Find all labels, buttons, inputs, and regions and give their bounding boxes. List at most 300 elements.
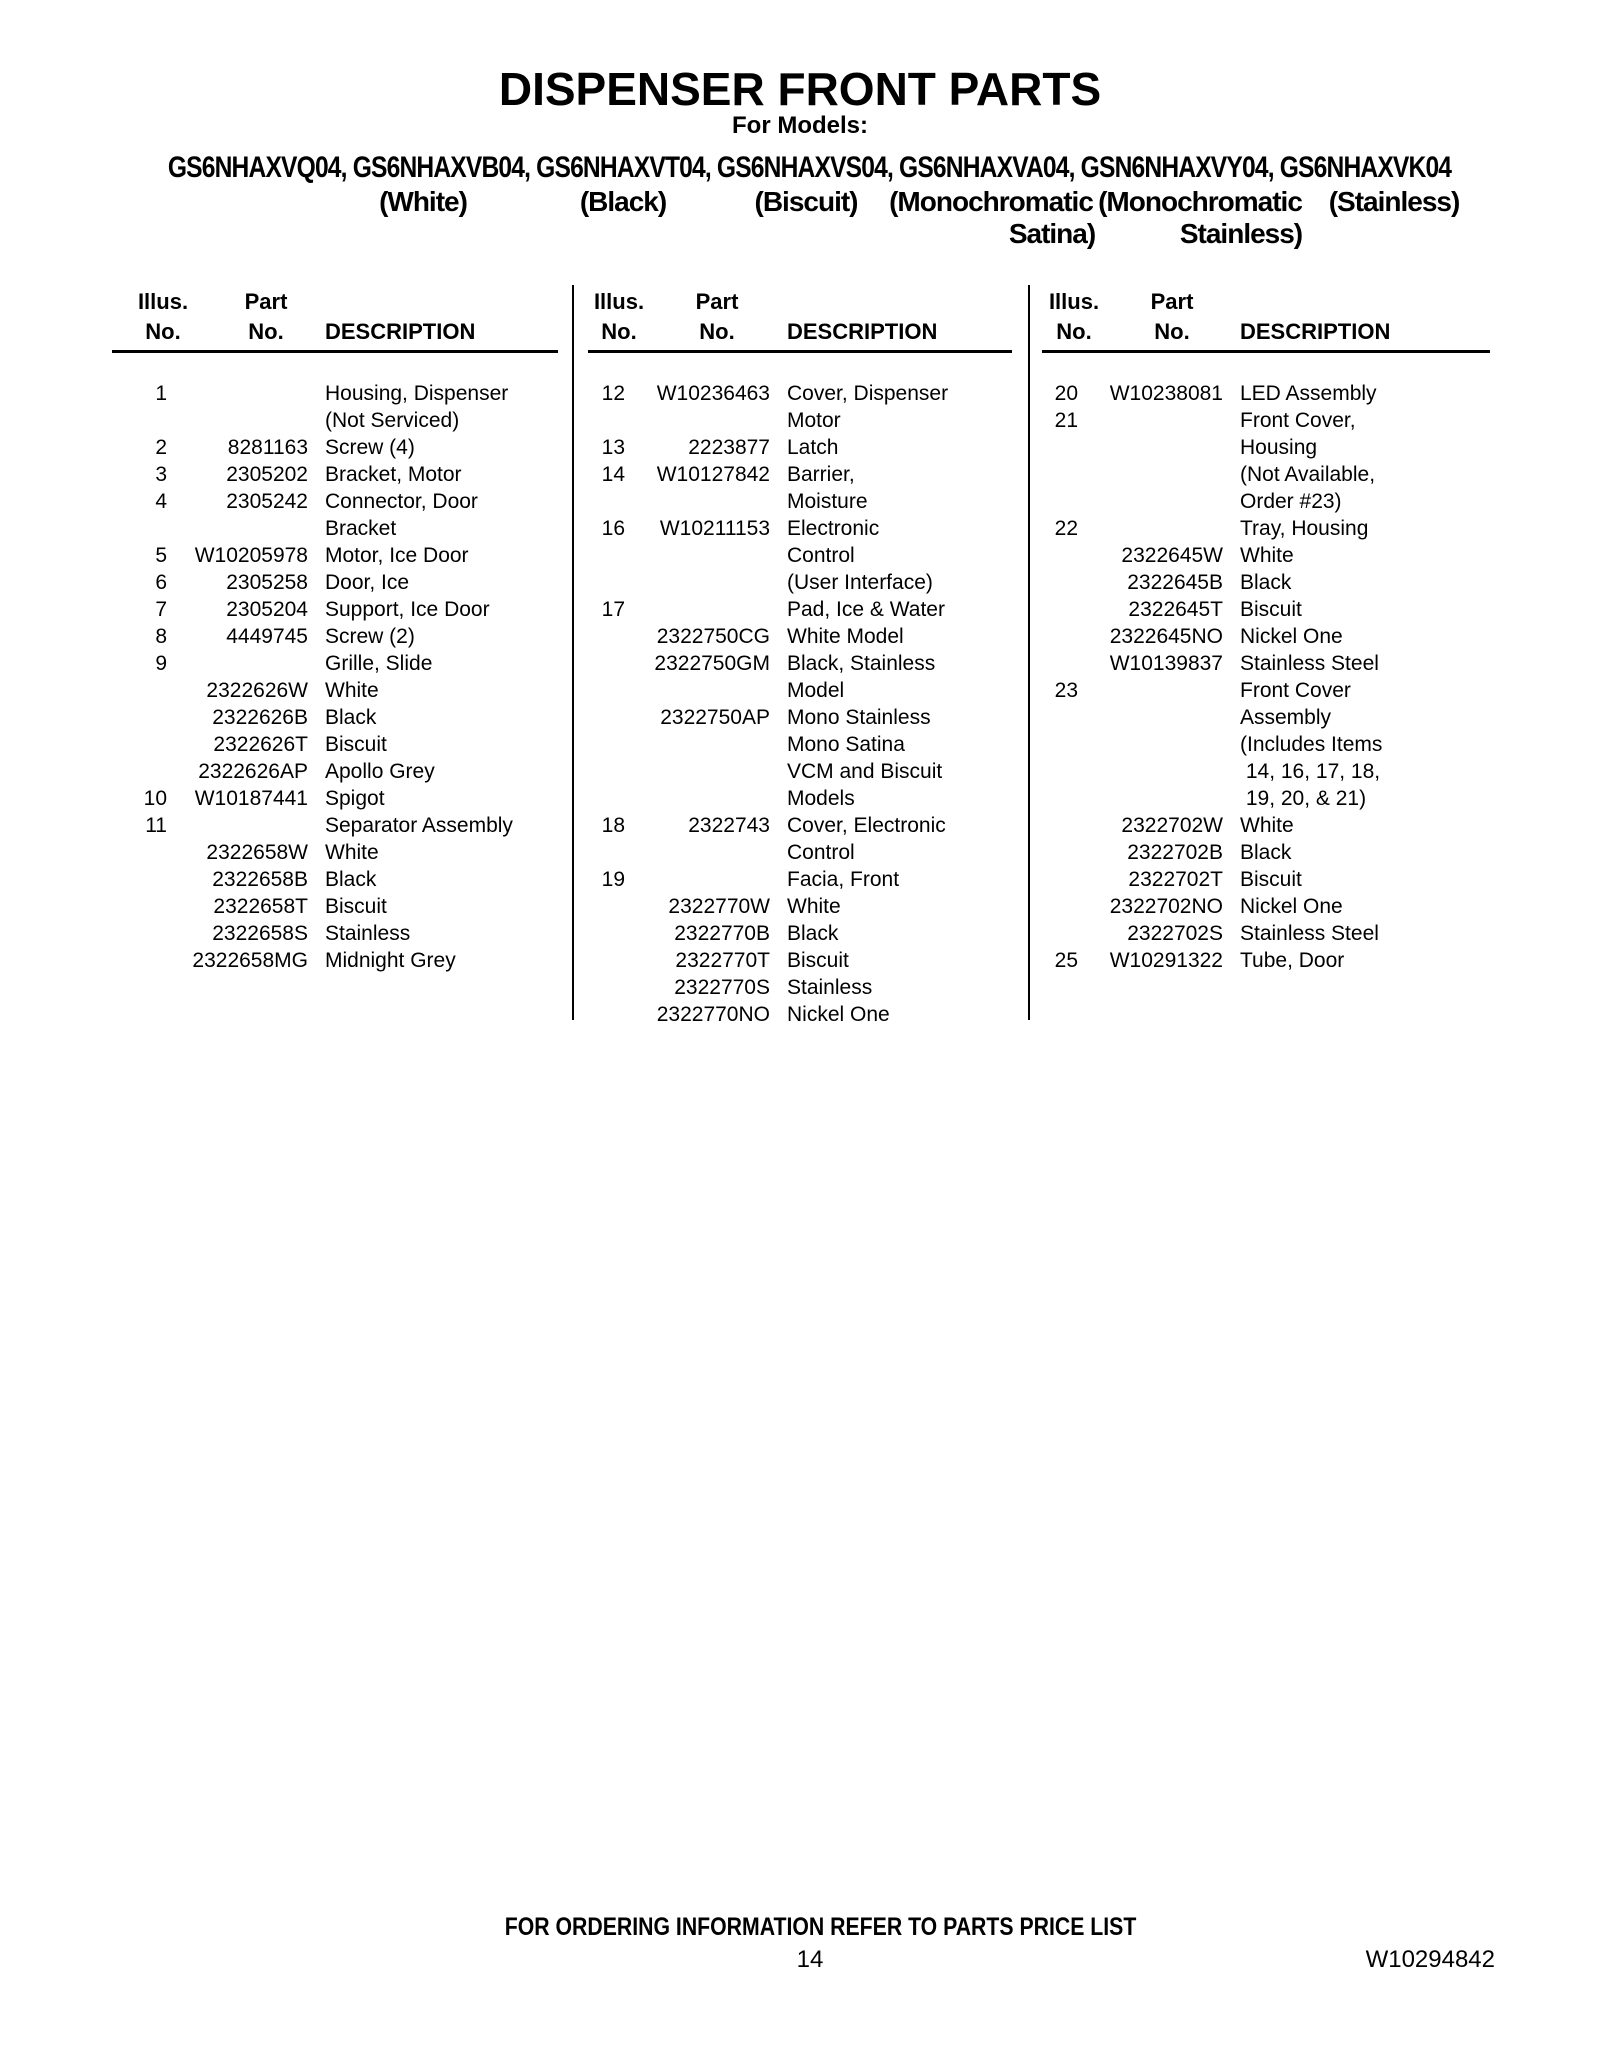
illus-no-cell: 6 xyxy=(155,571,167,594)
illus-no-cell xyxy=(574,974,625,1001)
description-cell: Motor xyxy=(787,409,841,432)
column-header-part: Part xyxy=(244,289,288,314)
illus-no-cell xyxy=(1030,812,1078,839)
document-number: W10294842 xyxy=(1365,1946,1495,1973)
for-models-label: For Models: xyxy=(732,112,868,139)
parts-row xyxy=(574,731,1030,758)
parts-row xyxy=(1030,812,1492,839)
illus-no-cell xyxy=(574,569,625,596)
illus-no-cell xyxy=(100,677,167,704)
illus-no-cell: 22 xyxy=(1054,517,1078,540)
description-cell: Black xyxy=(1240,841,1292,864)
parts-row xyxy=(1030,380,1492,407)
parts-row xyxy=(574,812,1030,839)
illus-no-cell xyxy=(574,650,625,677)
description-cell: Mono Satina xyxy=(787,733,905,756)
part-no-cell: 2322750CG xyxy=(656,625,770,648)
description-cell: Bracket, Motor xyxy=(325,463,462,486)
part-no-cell: 2305202 xyxy=(226,463,308,486)
parts-row xyxy=(574,569,1030,596)
part-no-cell: 2322645B xyxy=(1127,571,1223,594)
description-cell: Order #23) xyxy=(1240,490,1342,513)
header-rule xyxy=(588,350,1012,353)
illus-no-cell xyxy=(100,758,167,785)
parts-row xyxy=(100,407,572,434)
illus-no-cell: 5 xyxy=(155,544,167,567)
part-no-cell: 2322770NO xyxy=(656,1003,770,1026)
part-no-cell xyxy=(167,812,308,839)
column-header-no: No. xyxy=(1154,319,1190,344)
part-no-cell: 8281163 xyxy=(227,436,308,459)
illus-no-cell: 3 xyxy=(155,463,167,486)
illus-no-cell xyxy=(574,623,625,650)
illus-no-cell xyxy=(1030,920,1078,947)
illus-no-cell xyxy=(1030,461,1078,488)
finish-label-biscuit: (Biscuit) xyxy=(754,186,858,217)
description-cell: Model xyxy=(787,679,845,702)
parts-row xyxy=(574,650,1030,677)
description-cell: Door, Ice xyxy=(325,571,410,594)
illus-no-cell xyxy=(1030,866,1078,893)
description-cell: (Not Serviced) xyxy=(325,409,460,432)
parts-row xyxy=(574,596,1030,623)
parts-row xyxy=(100,920,572,947)
description-cell: Control xyxy=(787,841,855,864)
description-cell: Screw (2) xyxy=(325,625,415,648)
illus-no-cell: 17 xyxy=(601,598,625,621)
parts-rows xyxy=(1030,380,1492,974)
illus-no-cell: 18 xyxy=(601,814,625,837)
finish-label-satina-cont: Satina) xyxy=(1008,218,1096,249)
part-no-cell xyxy=(167,650,308,677)
illus-no-cell xyxy=(574,407,625,434)
part-no-cell: 2322626W xyxy=(206,679,308,702)
illus-no-cell xyxy=(1030,893,1078,920)
part-no-cell xyxy=(1078,731,1223,758)
parts-row xyxy=(100,488,572,515)
description-cell: Housing xyxy=(1240,436,1318,459)
illus-no-cell: 14 xyxy=(601,463,625,486)
part-no-cell: 2322702W xyxy=(1121,814,1223,837)
description-cell: LED Assembly xyxy=(1240,382,1377,405)
description-cell: Moisture xyxy=(787,490,868,513)
parts-row xyxy=(100,515,572,542)
description-cell: Housing, Dispenser xyxy=(325,382,509,405)
column-header-illus: Illus. xyxy=(593,289,645,314)
illus-no-cell xyxy=(1030,434,1078,461)
parts-row xyxy=(1030,461,1492,488)
parts-row xyxy=(1030,704,1492,731)
illus-no-cell xyxy=(100,866,167,893)
illus-no-cell xyxy=(100,407,167,434)
part-no-cell xyxy=(625,488,770,515)
description-cell: Tray, Housing xyxy=(1240,517,1369,540)
parts-row xyxy=(1030,407,1492,434)
illus-no-cell: 9 xyxy=(155,652,167,675)
part-no-cell xyxy=(625,569,770,596)
parts-row xyxy=(1030,866,1492,893)
finish-label-stainless: (Stainless) xyxy=(1328,186,1460,217)
description-cell: Nickel One xyxy=(1240,895,1343,918)
description-cell: Biscuit xyxy=(1240,598,1302,621)
description-cell: Black xyxy=(1240,571,1292,594)
part-no-cell: 2322743 xyxy=(688,814,770,837)
description-cell: White xyxy=(787,895,841,918)
illus-no-cell xyxy=(1030,731,1078,758)
illus-no-cell: 4 xyxy=(155,490,167,513)
parts-row xyxy=(1030,596,1492,623)
column-header-description: DESCRIPTION xyxy=(787,319,938,344)
column-header-no: No. xyxy=(248,319,284,344)
part-no-cell: 2322770B xyxy=(674,922,770,945)
part-no-cell: W10187441 xyxy=(194,787,308,810)
description-cell: Pad, Ice & Water xyxy=(787,598,945,621)
illus-no-cell: 13 xyxy=(601,436,625,459)
ordering-note-wrap xyxy=(21,1913,1600,1942)
description-cell: (Includes Items xyxy=(1240,733,1383,756)
part-no-cell: 2322645NO xyxy=(1109,625,1223,648)
parts-row xyxy=(574,839,1030,866)
parts-row xyxy=(100,866,572,893)
parts-row xyxy=(574,704,1030,731)
page-title: DISPENSER FRONT PARTS xyxy=(498,63,1102,115)
parts-row xyxy=(1030,785,1492,812)
parts-rows xyxy=(100,380,572,974)
description-cell: Spigot xyxy=(325,787,385,810)
ordering-note: FOR ORDERING INFORMATION REFER TO PARTS PRICE LIST xyxy=(505,1913,1137,1941)
part-no-cell xyxy=(167,407,308,434)
description-cell: Facia, Front xyxy=(787,868,900,891)
description-cell: (User Interface) xyxy=(787,571,933,594)
description-cell: 19, 20, & 21) xyxy=(1240,787,1367,810)
parts-row xyxy=(100,677,572,704)
parts-row xyxy=(574,893,1030,920)
description-cell: (Not Available, xyxy=(1240,463,1376,486)
illus-no-cell: 7 xyxy=(155,598,167,621)
illus-no-cell xyxy=(100,947,167,974)
parts-row xyxy=(574,920,1030,947)
parts-row xyxy=(1030,677,1492,704)
finish-label-black: (Black) xyxy=(579,186,667,217)
description-cell: White xyxy=(325,841,379,864)
illus-no-cell: 10 xyxy=(143,787,167,810)
part-no-cell xyxy=(625,407,770,434)
finish-label-mono-satina: (Monochromatic xyxy=(889,186,1093,217)
parts-row xyxy=(1030,434,1492,461)
description-cell: White xyxy=(1240,814,1294,837)
parts-row xyxy=(574,407,1030,434)
part-no-cell: W10291322 xyxy=(1109,949,1223,972)
description-cell: Black, Stainless xyxy=(787,652,936,675)
header-rule xyxy=(1042,350,1490,353)
description-cell: Separator Assembly xyxy=(325,814,513,837)
illus-no-cell: 25 xyxy=(1054,949,1078,972)
illus-no-cell xyxy=(1030,488,1078,515)
parts-row xyxy=(100,650,572,677)
part-no-cell: W10205978 xyxy=(194,544,308,567)
part-no-cell xyxy=(625,785,770,812)
part-no-cell: 2322770S xyxy=(674,976,770,999)
part-no-cell: 2223877 xyxy=(688,436,770,459)
part-no-cell: W10236463 xyxy=(656,382,770,405)
column-header-part: Part xyxy=(695,289,739,314)
parts-row xyxy=(574,1001,1030,1028)
parts-row xyxy=(574,542,1030,569)
parts-row xyxy=(100,893,572,920)
description-cell: Stainless Steel xyxy=(1240,922,1379,945)
description-cell: Screw (4) xyxy=(325,436,415,459)
part-no-cell: 2322658W xyxy=(206,841,308,864)
parts-row xyxy=(574,488,1030,515)
column-header-no: No. xyxy=(699,319,735,344)
parts-table-column-1 xyxy=(100,285,572,1020)
illus-no-cell xyxy=(574,704,625,731)
parts-row xyxy=(1030,893,1492,920)
parts-row xyxy=(574,758,1030,785)
parts-row xyxy=(100,704,572,731)
illus-no-cell: 1 xyxy=(155,382,167,405)
column-header-no: No. xyxy=(601,319,637,344)
column-header-no: No. xyxy=(145,319,181,344)
description-cell: Stainless Steel xyxy=(1240,652,1379,675)
part-no-cell xyxy=(1078,488,1223,515)
part-no-cell: 2322702B xyxy=(1127,841,1223,864)
illus-no-cell xyxy=(574,920,625,947)
parts-row xyxy=(574,380,1030,407)
description-cell: Nickel One xyxy=(1240,625,1343,648)
part-no-cell: W10127842 xyxy=(656,463,770,486)
part-no-cell xyxy=(625,542,770,569)
description-cell: Front Cover xyxy=(1240,679,1351,702)
part-no-cell xyxy=(1078,785,1223,812)
parts-row xyxy=(1030,839,1492,866)
description-cell: Biscuit xyxy=(325,733,387,756)
illus-no-cell: 8 xyxy=(155,625,167,648)
part-no-cell: 2322658MG xyxy=(192,949,308,972)
description-cell: Electronic xyxy=(787,517,880,540)
parts-row xyxy=(574,434,1030,461)
parts-row xyxy=(1030,947,1492,974)
illus-no-cell xyxy=(1030,785,1078,812)
part-no-cell xyxy=(625,839,770,866)
parts-row xyxy=(574,785,1030,812)
column-header-illus: Illus. xyxy=(1048,289,1100,314)
illus-no-cell xyxy=(574,488,625,515)
description-cell: Grille, Slide xyxy=(325,652,433,675)
parts-row xyxy=(100,461,572,488)
illus-no-cell xyxy=(574,731,625,758)
description-cell: White Model xyxy=(787,625,904,648)
description-cell: Black xyxy=(325,868,377,891)
description-cell: Connector, Door xyxy=(325,490,478,513)
illus-no-cell xyxy=(1030,758,1078,785)
illus-no-cell xyxy=(574,785,625,812)
description-cell: Tube, Door xyxy=(1240,949,1345,972)
part-no-cell xyxy=(1078,704,1223,731)
part-no-cell xyxy=(1078,677,1223,704)
illus-no-cell xyxy=(574,758,625,785)
description-cell: Control xyxy=(787,544,855,567)
illus-no-cell: 2 xyxy=(155,436,167,459)
finish-label-white: (White) xyxy=(379,186,467,217)
illus-no-cell xyxy=(1030,542,1078,569)
description-cell: Biscuit xyxy=(1240,868,1302,891)
illus-no-cell xyxy=(100,839,167,866)
part-no-cell xyxy=(625,677,770,704)
parts-rows xyxy=(574,380,1030,1028)
part-no-cell: 2322702NO xyxy=(1109,895,1223,918)
column-header-part: Part xyxy=(1150,289,1194,314)
parts-row xyxy=(100,785,572,812)
part-no-cell: 2322702S xyxy=(1127,922,1223,945)
part-no-cell xyxy=(625,731,770,758)
description-cell: Motor, Ice Door xyxy=(325,544,469,567)
parts-row xyxy=(574,623,1030,650)
illus-no-cell xyxy=(100,704,167,731)
parts-table-column-3 xyxy=(1028,285,1492,1020)
illus-no-cell: 11 xyxy=(145,814,167,837)
illus-no-cell xyxy=(574,839,625,866)
illus-no-cell xyxy=(100,920,167,947)
description-cell: Models xyxy=(787,787,855,810)
illus-no-cell xyxy=(100,731,167,758)
description-cell: Stainless xyxy=(787,976,873,999)
parts-row xyxy=(100,758,572,785)
description-cell: Support, Ice Door xyxy=(325,598,490,621)
description-cell: Black xyxy=(325,706,377,729)
part-no-cell xyxy=(167,380,308,407)
description-cell: 14, 16, 17, 18, xyxy=(1240,760,1381,783)
illus-no-cell xyxy=(574,947,625,974)
part-no-cell: W10139837 xyxy=(1109,652,1223,675)
illus-no-cell xyxy=(1030,650,1078,677)
part-no-cell: 2322626T xyxy=(213,733,308,756)
illus-no-cell xyxy=(574,893,625,920)
part-no-cell: 2322702T xyxy=(1128,868,1223,891)
description-cell: Black xyxy=(787,922,839,945)
part-no-cell: 2305258 xyxy=(226,571,308,594)
parts-row xyxy=(1030,569,1492,596)
parts-row xyxy=(100,380,572,407)
part-no-cell xyxy=(1078,461,1223,488)
illus-no-cell xyxy=(574,1001,625,1028)
parts-row xyxy=(1030,542,1492,569)
part-no-cell: W10211153 xyxy=(659,517,770,540)
description-cell: VCM and Biscuit xyxy=(787,760,943,783)
description-cell: Barrier, xyxy=(787,463,855,486)
illus-no-cell: 23 xyxy=(1054,679,1078,702)
illus-no-cell xyxy=(574,542,625,569)
part-no-cell: 2322626B xyxy=(212,706,308,729)
illus-no-cell: 19 xyxy=(601,868,625,891)
description-cell: Stainless xyxy=(325,922,411,945)
illus-no-cell: 21 xyxy=(1054,409,1078,432)
illus-no-cell xyxy=(1030,623,1078,650)
header-rule xyxy=(112,350,558,353)
part-no-cell xyxy=(1078,758,1223,785)
part-no-cell: 2322626AP xyxy=(198,760,308,783)
part-no-cell xyxy=(1078,434,1223,461)
parts-row xyxy=(1030,731,1492,758)
description-cell: Biscuit xyxy=(325,895,387,918)
parts-row xyxy=(574,461,1030,488)
parts-row xyxy=(574,515,1030,542)
finish-label-mono-stainless: (Monochromatic xyxy=(1098,186,1302,217)
parts-row xyxy=(100,812,572,839)
part-no-cell: 2322645T xyxy=(1128,598,1223,621)
parts-row xyxy=(574,947,1030,974)
description-cell: Nickel One xyxy=(787,1003,890,1026)
illus-no-cell xyxy=(100,515,167,542)
page-number: 14 xyxy=(796,1946,824,1973)
models-line: GS6NHAXVQ04, GS6NHAXVB04, GS6NHAXVT04, GS6NHAXVS04, GS6NHAXVA04, GSN6NHAXVY04, GS6NHAXVK04 xyxy=(168,151,1452,184)
illus-no-cell xyxy=(574,677,625,704)
description-cell: White xyxy=(1240,544,1294,567)
column-header-no: No. xyxy=(1056,319,1092,344)
finish-label-stainless-cont: Stainless) xyxy=(1179,218,1303,249)
parts-row xyxy=(574,677,1030,704)
description-cell: Midnight Grey xyxy=(325,949,456,972)
part-no-cell: 2305204 xyxy=(226,598,308,621)
description-cell: Assembly xyxy=(1240,706,1332,729)
parts-row xyxy=(1030,623,1492,650)
description-cell: Cover, Dispenser xyxy=(787,382,949,405)
parts-row xyxy=(100,839,572,866)
parts-row xyxy=(100,542,572,569)
models-line-wrap xyxy=(10,151,1600,185)
part-no-cell: 2305242 xyxy=(226,490,308,513)
illus-no-cell xyxy=(1030,704,1078,731)
part-no-cell: 2322658S xyxy=(212,922,308,945)
part-no-cell: 2322770T xyxy=(675,949,770,972)
part-no-cell: 2322750GM xyxy=(654,652,770,675)
parts-row xyxy=(574,866,1030,893)
part-no-cell: 2322645W xyxy=(1121,544,1223,567)
description-cell: Latch xyxy=(787,436,839,459)
description-cell: White xyxy=(325,679,379,702)
illus-no-cell xyxy=(100,893,167,920)
parts-row xyxy=(100,569,572,596)
column-header-illus: Illus. xyxy=(137,289,189,314)
part-no-cell xyxy=(167,515,308,542)
part-no-cell: 2322658T xyxy=(213,895,308,918)
description-cell: Biscuit xyxy=(787,949,849,972)
parts-row xyxy=(100,434,572,461)
part-no-cell: 2322770W xyxy=(668,895,770,918)
column-header-description: DESCRIPTION xyxy=(325,319,476,344)
parts-row xyxy=(100,623,572,650)
parts-row xyxy=(574,974,1030,1001)
description-cell: Cover, Electronic xyxy=(787,814,946,837)
parts-row xyxy=(1030,758,1492,785)
part-no-cell xyxy=(1078,515,1223,542)
parts-row xyxy=(1030,920,1492,947)
illus-no-cell xyxy=(1030,569,1078,596)
parts-row xyxy=(100,731,572,758)
part-no-cell xyxy=(625,758,770,785)
description-cell: Bracket xyxy=(325,517,397,540)
column-header-description: DESCRIPTION xyxy=(1240,319,1391,344)
part-no-cell xyxy=(1078,407,1223,434)
illus-no-cell: 12 xyxy=(601,382,625,405)
part-no-cell: 2322658B xyxy=(212,868,308,891)
illus-no-cell: 20 xyxy=(1054,382,1078,405)
parts-row xyxy=(100,947,572,974)
illus-no-cell xyxy=(1030,596,1078,623)
description-cell: Apollo Grey xyxy=(325,760,435,783)
part-no-cell: 4449745 xyxy=(226,625,308,648)
part-no-cell xyxy=(625,866,770,893)
